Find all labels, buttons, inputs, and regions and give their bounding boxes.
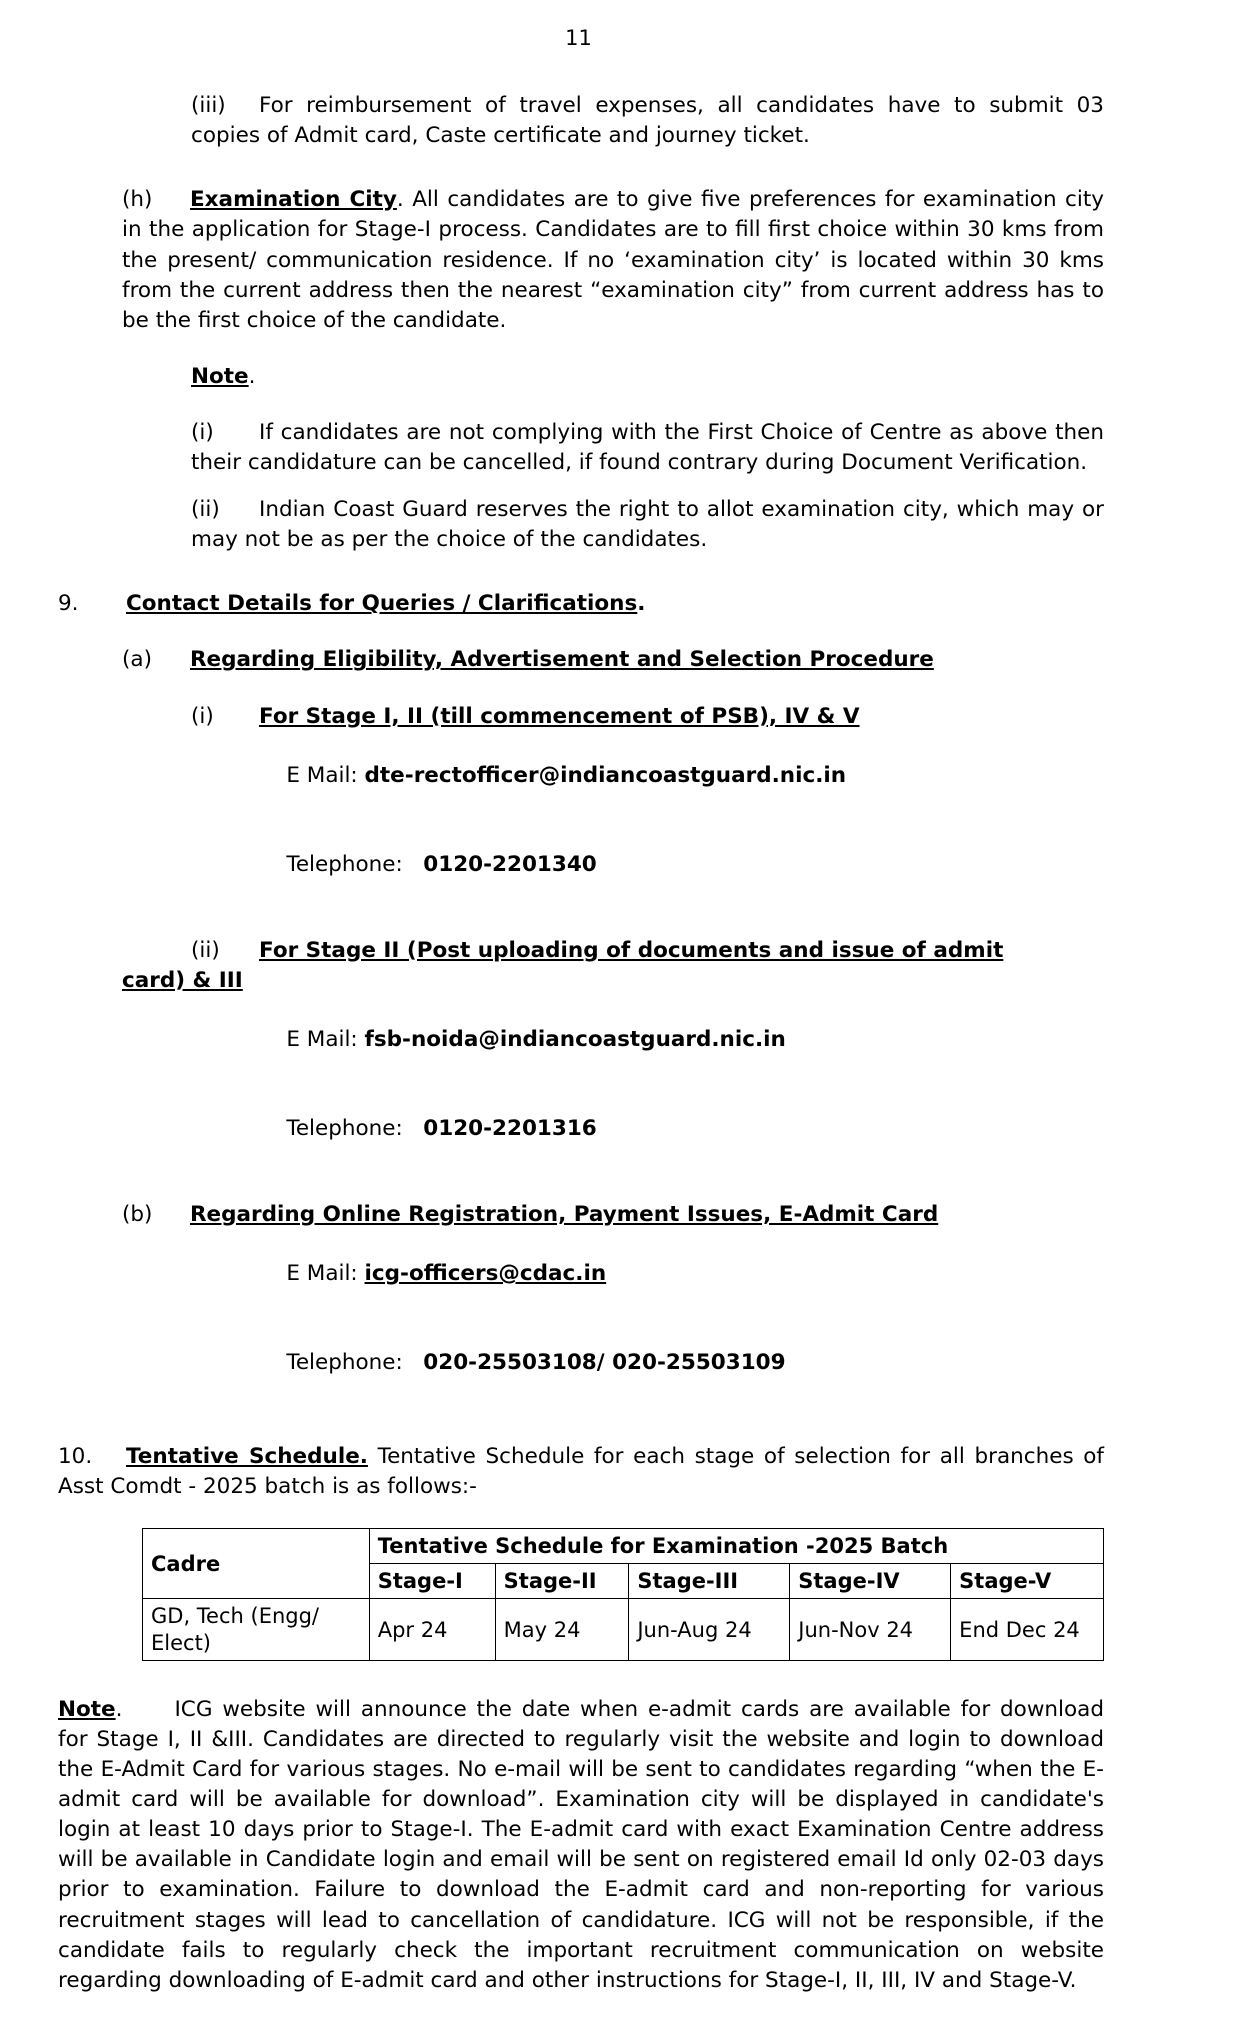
table-header-row-1	[143, 1528, 1104, 1563]
list-marker-iii: (iii)	[191, 93, 226, 119]
note-1-item-i	[58, 418, 1104, 478]
contact-b-phone-label: Telephone:	[286, 1350, 424, 1376]
note-1-label: Note	[191, 363, 249, 389]
item-h-text: . All candidates are to give five preferences for examination city in the application for Stage-I process. Candidates are to fill first choice within 30 kms from the present/ communication residence. If no ‘examination city’ is located within 30 kms from the current address then the nearest “examination city” from current address has to be the first choice of the candidate.	[122, 187, 1104, 333]
section-9-heading-suffix: .	[637, 591, 646, 617]
section-10-number: 10.	[58, 1443, 93, 1469]
contact-ii-phone-value: 0120-2201316	[423, 1116, 597, 1142]
contact-b-phone-line	[58, 1319, 1104, 1408]
paragraph-item-h	[58, 185, 1104, 335]
paragraph-item-iii	[58, 91, 1104, 151]
table-cell-stage-4: Jun-Nov 24	[790, 1599, 951, 1661]
contact-i-email-line	[58, 732, 1104, 821]
note-2-text: ICG website will announce the date when e-admit cards are available for download for Stage I, II &III. Candidates are directed to regularly visit the website and login to download the E-Admit Card for various stages. No e-mail will be sent to candidates regarding “when the E-admit card will be available for download”. Examination city will be displayed in candidate's login at least 10 days prior to Stage-I. The E-admit card with exact Examination Centre address will be available in Candidate login and email will be sent on registered email Id only 02-03 days prior to examination. Failure to download the E-admit card and non-reporting for various recruitment stages will lead to cancellation of candidature. ICG will not be responsible, if the candidate fails to regularly check the important recruitment communication on website regarding downloading of E-admit card and other instructions for Stage-I, II, III, IV and Stage-V.	[58, 1696, 1104, 1993]
table-cell-stage-1: Apr 24	[369, 1599, 495, 1661]
note-2-paragraph	[58, 1695, 1104, 1996]
contact-b-phone-value: 020-25503108/ 020-25503109	[423, 1350, 786, 1376]
contact-block-ii	[58, 936, 1104, 966]
note-2-label-suffix: .	[115, 1696, 123, 1722]
table-row	[143, 1599, 1104, 1661]
table-header-stage-4: Stage-IV	[790, 1564, 951, 1599]
contact-ii-email-line	[58, 996, 1104, 1085]
section-9-number: 9.	[58, 591, 79, 617]
note-1-label-suffix: .	[248, 363, 256, 389]
section-9-heading-row	[58, 589, 1104, 619]
contact-i-heading: For Stage I, II (till commencement of PSB), IV & V	[259, 703, 860, 729]
page-number: 11	[565, 26, 592, 50]
table-cell-cadre: GD, Tech (Engg/ Elect)	[143, 1599, 370, 1661]
section-10-paragraph	[58, 1442, 1104, 1502]
contact-i-phone-line	[58, 821, 1104, 910]
contact-b-email-line	[58, 1230, 1104, 1319]
item-iii-text: For reimbursement of travel expenses, all candidates have to submit 03 copies of Admit card, Caste certificate and journey ticket.	[191, 93, 1104, 149]
list-marker-9a-ii: (ii)	[191, 937, 220, 963]
contact-i-email-value[interactable]: dte-rectofficer@indiancoastguard.nic.in	[364, 763, 847, 789]
table-header-group: Tentative Schedule for Examination -2025 Batch	[369, 1528, 1103, 1563]
contact-ii-email-value[interactable]: fsb-noida@indiancoastguard.nic.in	[364, 1027, 786, 1053]
table-header-stage-5: Stage-V	[951, 1564, 1104, 1599]
contact-ii-phone-line	[58, 1085, 1104, 1174]
note-1-item-ii-text: Indian Coast Guard reserves the right to allot examination city, which may or may not be as per the choice of the candidates.	[191, 497, 1104, 553]
table-header-stage-2: Stage-II	[495, 1564, 629, 1599]
contact-i-email-label: E Mail:	[286, 763, 365, 789]
tentative-schedule-table	[142, 1528, 1104, 1661]
examination-city-heading: Examination City	[190, 187, 397, 213]
section-9-heading: Contact Details for Queries / Clarifications	[126, 591, 638, 617]
list-marker-note1-i: (i)	[191, 419, 214, 445]
contact-ii-phone-label: Telephone:	[286, 1116, 424, 1142]
section-9b-heading-row	[58, 1200, 1104, 1230]
note-1-item-i-text: If candidates are not complying with the First Choice of Centre as above then their candidature can be cancelled, if found contrary during Document Verification.	[191, 419, 1104, 476]
contact-b-email-value[interactable]: icg-officers@cdac.in	[364, 1261, 607, 1287]
section-9b-heading: Regarding Online Registration, Payment Issues, E-Admit Card	[190, 1201, 939, 1227]
section-10-heading: Tentative Schedule.	[126, 1443, 368, 1469]
list-marker-9a: (a)	[122, 647, 152, 673]
table-cell-stage-5: End Dec 24	[951, 1599, 1104, 1661]
list-marker-9a-i: (i)	[191, 703, 214, 729]
list-marker-h: (h)	[122, 187, 153, 213]
list-marker-note1-ii: (ii)	[191, 497, 220, 523]
contact-i-phone-value: 0120-2201340	[423, 852, 597, 878]
note-1-label-row	[58, 362, 1104, 392]
list-marker-9b: (b)	[122, 1201, 153, 1227]
table-header-cadre: Cadre	[143, 1528, 370, 1599]
contact-i-phone-label: Telephone:	[286, 852, 424, 878]
contact-b-email-label: E Mail:	[286, 1261, 365, 1287]
schedule-table-wrapper	[142, 1528, 1104, 1661]
table-cell-stage-3: Jun-Aug 24	[629, 1599, 790, 1661]
section-10-text: Tentative Schedule for each stage of selection for all branches of Asst Comdt - 2025 batch is as follows:-	[58, 1443, 1104, 1499]
contact-ii-email-label: E Mail:	[286, 1027, 365, 1053]
note-1-item-ii	[58, 495, 1104, 555]
contact-ii-heading-line2: card) & III	[122, 967, 243, 993]
note-2-label: Note	[58, 1696, 116, 1722]
contact-ii-heading-continued	[58, 966, 1104, 996]
section-9a-heading: Regarding Eligibility, Advertisement and Selection Procedure	[190, 647, 934, 673]
section-9a-heading-row	[58, 645, 1104, 675]
table-header-stage-3: Stage-III	[629, 1564, 790, 1599]
table-cell-stage-2: May 24	[495, 1599, 629, 1661]
contact-ii-heading-line1: For Stage II (Post uploading of documents and issue of admit	[259, 937, 1004, 963]
table-header-stage-1: Stage-I	[369, 1564, 495, 1599]
contact-block-i	[58, 702, 1104, 732]
